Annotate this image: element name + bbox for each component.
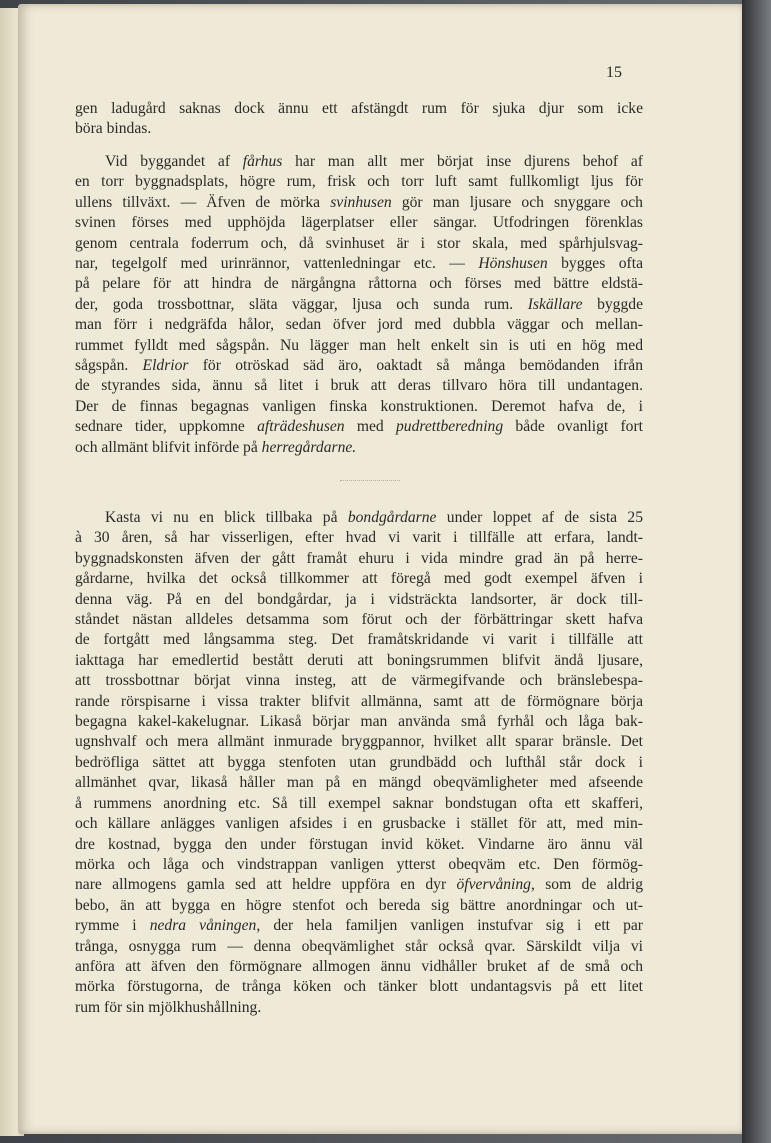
- text-line: rymme i nedra våningen, der hela familjen vanligen instufvar sig i ett par: [75, 917, 643, 935]
- text-line: anföra att äfven den förmögnare allmogen ännu vidhåller bruket af de små och: [75, 957, 643, 975]
- text-line: Kasta vi nu en blick tillbaka på bondgårdarne under loppet af de sista 25: [105, 509, 643, 526]
- text-line: Der de finnas begagnas vanligen finska konstruktionen. Deremot hafva de, i: [75, 397, 643, 415]
- text-line: allmänhet qvar, likaså håller man på en mängd obeqvämligheter med afseende: [75, 774, 643, 792]
- page-number: 15: [606, 64, 622, 81]
- text-line: rande rörspisarne i vissa trakter blifvit allmänna, samt att de förmögnare börja: [75, 692, 643, 710]
- text-line: man förr i nedgräfda hålor, sedan öfver jord med dubbla väggar och mellan-: [75, 316, 643, 334]
- text-line: bebo, än att bygga en högre stenfot och bereda sig bättre anordningar och ut-: [75, 896, 643, 914]
- text-line: ståndet nästan alldeles detsamma som förut och der förbättringar skett hafva: [75, 611, 643, 629]
- text-line: nare allmogens gamla sed att heldre uppföra en dyr öfvervåning, som de aldrig: [75, 876, 643, 894]
- text-line: genom centrala foderrum och, då svinhuset är i stor skala, med spårhjulsvag-: [75, 234, 643, 252]
- scanner-margin: [742, 0, 771, 1143]
- text-line: på pelare för att hindra de närgångna råttorna och förses med bättre eldstä-: [75, 275, 643, 293]
- text-line: à 30 åren, så har visserligen, efter hvad vi varit i tillfälle att erfara, landt-: [75, 529, 643, 547]
- text-line: begagna kakel-kakelugnar. Likaså börjar man använda små fyrhål och låga bak-: [75, 713, 643, 731]
- text-line: de styrandes sida, ännu så litet i bruk att deras tillvaro höra till undantagen.: [75, 377, 643, 395]
- text-line: mörka och låga och vindstrappan vanligen ytterst obeqväm etc. Den förmög-: [75, 855, 643, 873]
- text-line: böra bindas.: [75, 120, 152, 138]
- text-line: rummet fylldt med sågspån. Nu lägger man helt enkelt sin is uti en hög med: [75, 336, 643, 354]
- text-line: ullens tillväxt. — Äfven de mörka svinhusen gör man ljusare och snyggare och: [75, 193, 643, 211]
- paragraph-3: [75, 508, 643, 1018]
- text-line: byggnadskonsten äfven der gått framåt ehuru i vida mindre grad än på herre-: [75, 549, 643, 567]
- text-line: svinen förses med upphöjda lägerplatser eller sängar. Utfodringen förenklas: [75, 214, 643, 232]
- section-divider: [340, 480, 400, 482]
- text-line: å rummens anordning etc. Så till exempel saknar bondstugan ofta ett skafferi,: [75, 794, 643, 812]
- text-line: ugnshvalf och mera allmänt inmurade bryggpannor, hvilket allt sparar bränsle. Det: [75, 733, 643, 751]
- text-line: och källare anlägges vanligen afsides i en grusbacke i stället för att, med min-: [75, 815, 643, 833]
- text-line: dre kostnad, bygga den under förstugan invid köket. Vindarne äro ännu väl: [75, 835, 643, 853]
- text-line: att trossbottnar börjat vinna insteg, att de värmegifvande och bränslebespa-: [75, 672, 643, 690]
- text-line: trånga, osnygga rum — denna obeqvämlighet står också qvar. Särskildt vilja vi: [75, 937, 643, 955]
- text-line: en torr byggnadsplats, högre rum, frisk och torr luft samt fullkomligt ljus för: [75, 173, 643, 191]
- paragraph-2: [75, 152, 643, 458]
- text-line: bedröfliga sättet att bygga stenfoten utan grundbädd och lufthål står dock i: [75, 753, 643, 771]
- text-line: iakttaga har emedlertid bestått deruti att boningsrummen blifvit ändå ljusare,: [75, 651, 643, 669]
- text-line: denna väg. På en del bondgårdar, ja i vidsträckta landsorter, är dock till-: [75, 590, 643, 608]
- text-line: gårdarne, hvilka det också tillkommer att föregå med godt exempel äfven i: [75, 570, 643, 588]
- text-line: nar, tegelgolf med urinrännor, vattenledningar etc. — Hönshusen bygges ofta: [75, 255, 643, 273]
- text-line: Vid byggandet af fårhus har man allt mer börjat inse djurens behof af: [105, 153, 643, 170]
- text-line: rum för sin mjölkhushållning.: [75, 998, 262, 1016]
- text-line: der, goda trossbottnar, släta väggar, ljusa och sunda rum. Iskällare byggde: [75, 295, 643, 313]
- paragraph-1: [75, 99, 643, 140]
- text-line: gen ladugård saknas dock ännu ett afstängdt rum för sjuka djur som icke: [75, 100, 643, 117]
- text-line: mörka förstugorna, de trånga köken och tänker blott undantagsvis på ett litet: [75, 978, 643, 996]
- text-line: sednare tider, uppkomne afträdeshusen med pudrettberedning både ovanligt fort: [75, 418, 643, 436]
- text-line: och allmänt blifvit införde på herregårdarne.: [75, 438, 357, 456]
- text-line: sågspån. Eldrior för otröskad säd äro, oaktadt så många bemödanden ifrån: [75, 357, 643, 375]
- text-line: de fortgått med långsamma steg. Det framåtskridande vi varit i tillfälle att: [75, 631, 643, 649]
